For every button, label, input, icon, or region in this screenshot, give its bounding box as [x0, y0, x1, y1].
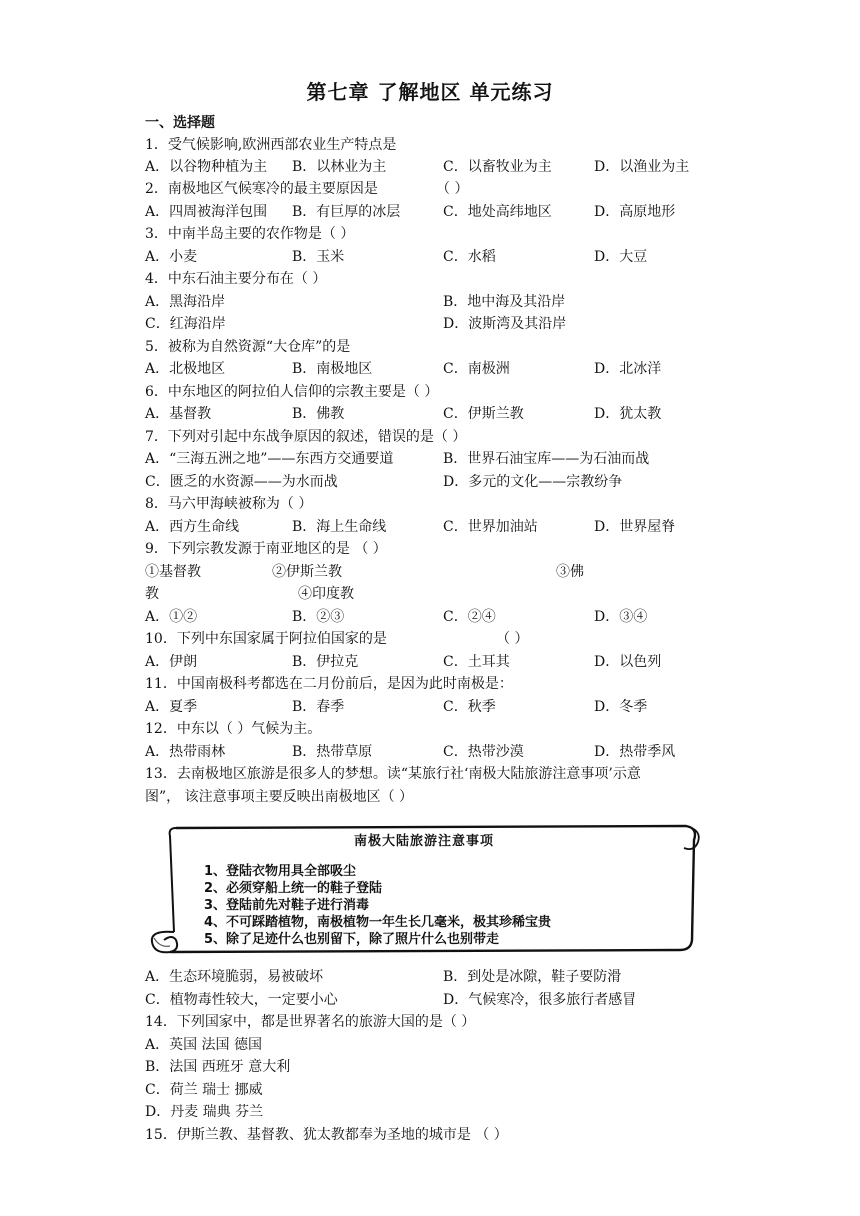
- q4-option-d: D．波斯湾及其沿岸: [443, 316, 567, 332]
- q7-option-c: C．匮乏的水资源——为水而战: [145, 474, 338, 490]
- q10-option-a: A．伊朗: [145, 654, 198, 670]
- q4-option-a: A．黑海沿岸: [145, 294, 226, 310]
- question-6-stem: 6．中东地区的阿拉伯人信仰的宗教主要是（ ）: [145, 384, 439, 400]
- question-10-answer-blank: （ ）: [496, 631, 529, 647]
- q1-option-d: D．以渔业为主: [594, 159, 690, 175]
- question-14-stem: 14．下列国家中，都是世界著名的旅游大国的是（ ）: [145, 1014, 476, 1030]
- question-13-stem: 13．去南极地区旅游是很多人的梦想。读“某旅行社‘南极大陆旅游注意事项’示意: [145, 766, 641, 782]
- q9-choice-4: ④印度教: [298, 586, 354, 602]
- question-11-stem: 11．中国南极科考都选在二月份前后，是因为此时南极是：: [145, 676, 513, 692]
- q14-option-d: D．丹麦 瑞典 芬兰: [145, 1104, 264, 1120]
- notice-item-1: 1、登陆衣物用具全部吸尘: [204, 864, 357, 879]
- q8-option-b: B．海上生命线: [292, 519, 387, 535]
- question-4-stem: 4．中东石油主要分布在（ ）: [145, 271, 327, 287]
- q11-option-c: C．秋季: [443, 699, 496, 715]
- question-2-stem: 2．南极地区气候寒冷的最主要原因是: [145, 181, 378, 197]
- question-10-stem: 10．下列中东国家属于阿拉伯国家的是: [145, 631, 387, 647]
- q14-option-c: C．荷兰 瑞士 挪威: [145, 1082, 263, 1098]
- q8-option-d: D．世界屋脊: [594, 519, 676, 535]
- q1-option-a: A．以谷物种植为主: [145, 159, 268, 175]
- question-9-stem: 9．下列宗教发源于南亚地区的是 （ ）: [145, 541, 387, 557]
- q6-option-b: B．佛教: [292, 406, 345, 422]
- q9-option-a: A．①②: [145, 609, 198, 625]
- q2-option-b: B．有巨厚的冰层: [292, 204, 401, 220]
- question-12-stem: 12．中东以（ ）气候为主。: [145, 721, 322, 737]
- question-3-stem: 3．中南半岛主要的农作物是（ ）: [145, 226, 355, 242]
- q8-option-a: A．西方生命线: [145, 519, 240, 535]
- q10-option-b: B．伊拉克: [292, 654, 359, 670]
- question-7-stem: 7．下列对引起中东战争原因的叙述，错误的是（ ）: [145, 429, 467, 445]
- q12-option-c: C．热带沙漠: [443, 744, 524, 760]
- q6-option-a: A．基督教: [145, 406, 212, 422]
- q3-option-c: C．水稻: [443, 249, 496, 265]
- notice-scroll-figure: [146, 822, 702, 956]
- q5-option-a: A．北极地区: [145, 361, 226, 377]
- notice-title: 南极大陆旅游注意事项: [353, 834, 494, 849]
- q7-option-d: D．多元的文化——宗教纷争: [443, 474, 623, 490]
- q3-option-b: B．玉米: [292, 249, 345, 265]
- q8-option-c: C．世界加油站: [443, 519, 538, 535]
- question-15-stem: 15．伊斯兰教、基督教、犹太教都奉为圣地的城市是 （ ）: [145, 1127, 508, 1143]
- section-heading: 一、选择题: [145, 115, 215, 131]
- q13-option-a: A．生态环境脆弱，易被破坏: [145, 969, 324, 985]
- question-1-stem: 1．受气候影响,欧洲西部农业生产特点是: [145, 137, 397, 153]
- question-13-stem-cont: 图”， 该注意事项主要反映出南极地区（ ）: [145, 789, 414, 805]
- q2-option-a: A．四周被海洋包围: [145, 204, 268, 220]
- q9-option-c: C．②④: [443, 609, 496, 625]
- q13-option-d: D．气候寒冷，很多旅行者感冒: [443, 992, 637, 1008]
- q11-option-a: A．夏季: [145, 699, 198, 715]
- q3-option-a: A．小麦: [145, 249, 198, 265]
- q2-option-c: C．地处高纬地区: [443, 204, 552, 220]
- q10-option-c: C．土耳其: [443, 654, 510, 670]
- q6-option-d: D．犹太教: [594, 406, 662, 422]
- notice-item-3: 3、登陆前先对鞋子进行消毒: [204, 898, 370, 913]
- q6-option-c: C．伊斯兰教: [443, 406, 524, 422]
- notice-item-5: 5、除了足迹什么也别留下，除了照片什么也别带走: [204, 932, 500, 947]
- q14-option-b: B．法国 西班牙 意大利: [145, 1059, 291, 1075]
- q4-option-b: B．地中海及其沿岸: [443, 294, 566, 310]
- q2-option-d: D．高原地形: [594, 204, 676, 220]
- q12-option-b: B．热带草原: [292, 744, 373, 760]
- q13-option-c: C．植物毒性较大，一定要小心: [145, 992, 338, 1008]
- q9-choice-1: ①基督教: [145, 564, 201, 580]
- q1-option-b: B．以林业为主: [292, 159, 387, 175]
- q3-option-d: D．大豆: [594, 249, 648, 265]
- q9-choice-2: ②伊斯兰教: [272, 564, 342, 580]
- q9-choice-3-cont: 教: [145, 586, 159, 602]
- q9-option-b: B．②③: [292, 609, 345, 625]
- notice-item-2: 2、必须穿船上统一的鞋子登陆: [204, 881, 383, 896]
- notice-item-4: 4、不可踩踏植物，南极植物一年生长几毫米，极其珍稀宝贵: [204, 915, 552, 930]
- q9-option-d: D．③④: [594, 609, 648, 625]
- page-title: 第七章 了解地区 单元练习: [306, 80, 554, 104]
- q7-option-a: A．“三海五洲之地”——东西方交通要道: [145, 451, 394, 467]
- q10-option-d: D．以色列: [594, 654, 662, 670]
- q5-option-c: C．南极洲: [443, 361, 510, 377]
- question-5-stem: 5．被称为自然资源“大仓库”的是: [145, 339, 351, 355]
- q12-option-d: D．热带季风: [594, 744, 676, 760]
- q7-option-b: B．世界石油宝库——为石油而战: [443, 451, 650, 467]
- q11-option-d: D．冬季: [594, 699, 648, 715]
- q14-option-a: A．英国 法国 德国: [145, 1037, 263, 1053]
- question-8-stem: 8．马六甲海峡被称为（ ）: [145, 496, 313, 512]
- question-2-answer-blank: （ ）: [436, 181, 469, 197]
- q9-choice-3: ③佛: [556, 564, 584, 580]
- q5-option-d: D．北冰洋: [594, 361, 662, 377]
- q12-option-a: A．热带雨林: [145, 744, 226, 760]
- q5-option-b: B．南极地区: [292, 361, 373, 377]
- q4-option-c: C．红海沿岸: [145, 316, 226, 332]
- q1-option-c: C．以畜牧业为主: [443, 159, 552, 175]
- q13-option-b: B．到处是冰隙，鞋子要防滑: [443, 969, 622, 985]
- q11-option-b: B．春季: [292, 699, 345, 715]
